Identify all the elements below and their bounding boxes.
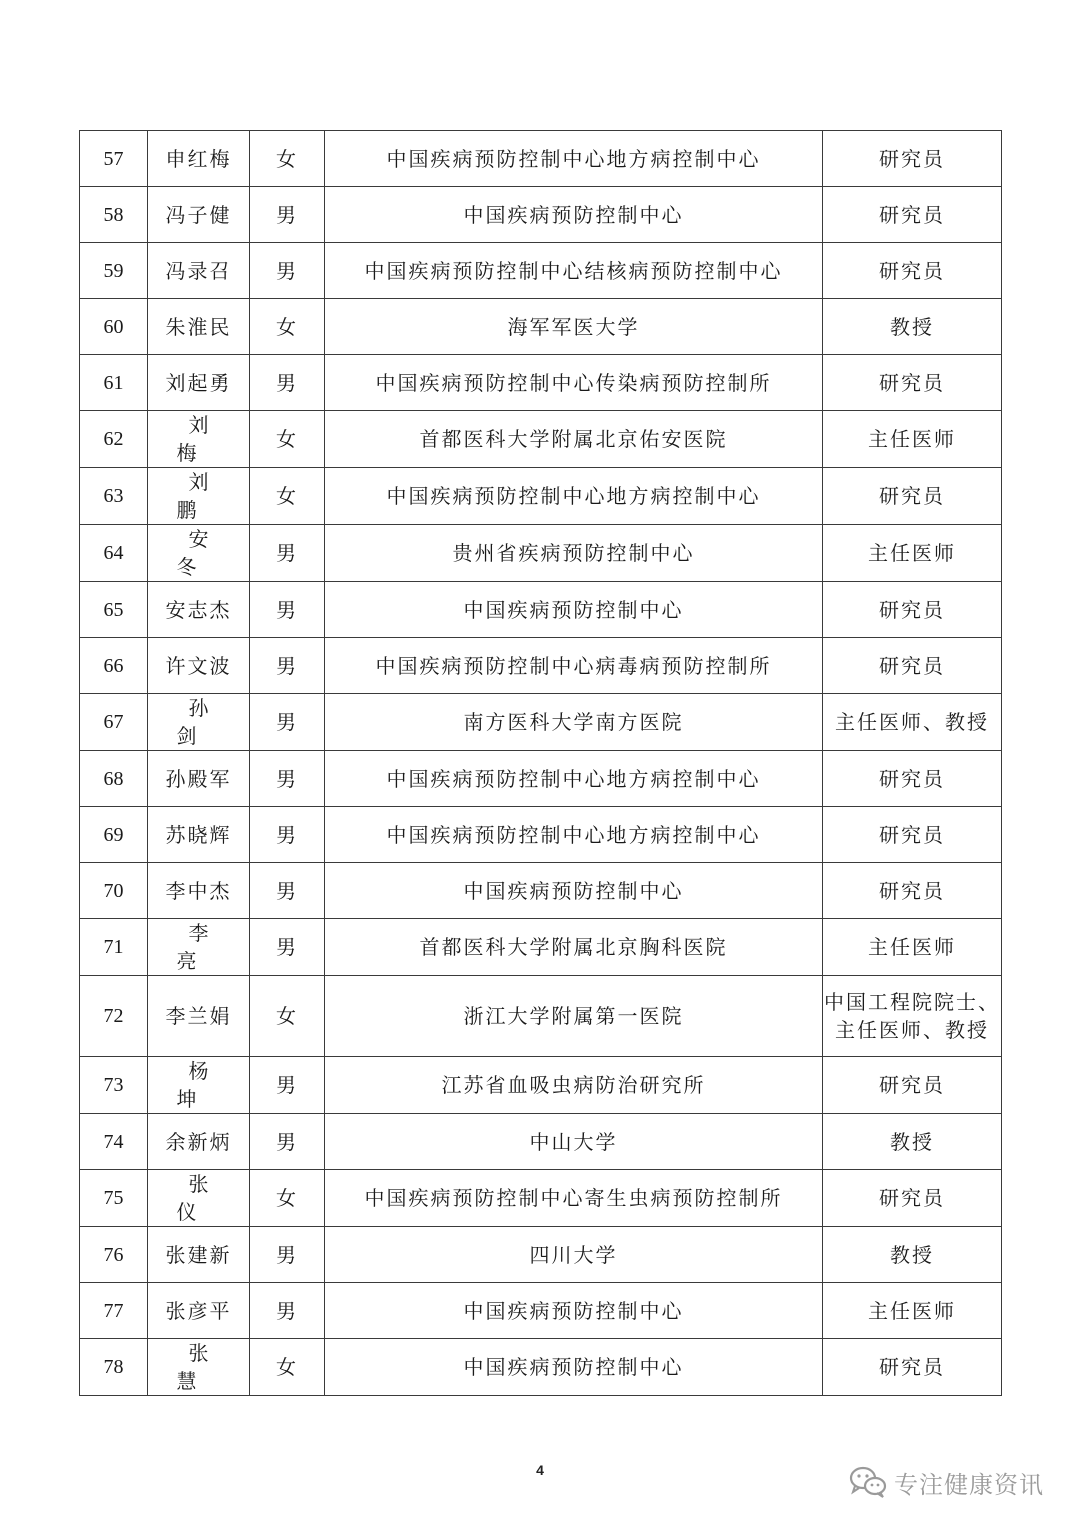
title-cell bbox=[823, 355, 1002, 411]
organization-cell bbox=[325, 355, 823, 411]
organization-cell bbox=[325, 1057, 823, 1114]
organization-cell bbox=[325, 468, 823, 525]
organization-cell bbox=[325, 694, 823, 751]
title-cell bbox=[823, 468, 1002, 525]
organization-cell bbox=[325, 1170, 823, 1227]
table-row bbox=[80, 243, 1002, 299]
title-text: 研究员 bbox=[879, 202, 945, 227]
row-number-cell bbox=[80, 1114, 148, 1170]
row-number-cell bbox=[80, 187, 148, 243]
row-number-text: 58 bbox=[103, 203, 124, 226]
title-cell bbox=[823, 976, 1002, 1057]
row-number-text: 65 bbox=[103, 598, 124, 621]
title-cell bbox=[823, 131, 1002, 187]
title-cell bbox=[823, 1114, 1002, 1170]
organization-cell bbox=[325, 582, 823, 638]
title-line: 中国工程院院士、 bbox=[824, 990, 1000, 1014]
gender-cell bbox=[250, 1057, 325, 1114]
title-text: 研究员 bbox=[879, 597, 945, 622]
row-number-cell bbox=[80, 243, 148, 299]
expert-roster-table bbox=[79, 130, 1002, 1396]
name-text: 杨坤 bbox=[176, 1059, 233, 1111]
name-cell bbox=[148, 299, 250, 355]
row-number-cell bbox=[80, 751, 148, 807]
table-row bbox=[80, 1114, 1002, 1170]
row-number-cell bbox=[80, 807, 148, 863]
title-text: 研究员 bbox=[879, 484, 945, 508]
row-number-cell bbox=[80, 863, 148, 919]
row-number-text: 72 bbox=[103, 1005, 124, 1027]
gender-cell bbox=[250, 187, 325, 243]
gender-text: 男 bbox=[276, 258, 298, 283]
table-row bbox=[80, 751, 1002, 807]
organization-text: 中国疾病预防控制中心结核病预防控制中心 bbox=[364, 258, 783, 283]
name-text: 余新炳 bbox=[165, 1129, 232, 1154]
row-number-text: 78 bbox=[103, 1356, 124, 1378]
row-number-text: 76 bbox=[103, 1243, 124, 1266]
gender-text: 女 bbox=[276, 146, 298, 171]
title-text: 主任医师、教授 bbox=[835, 710, 989, 734]
row-number-text: 57 bbox=[103, 147, 124, 170]
table-row bbox=[80, 863, 1002, 919]
gender-cell bbox=[250, 1283, 325, 1339]
gender-cell bbox=[250, 976, 325, 1057]
row-number-cell bbox=[80, 1170, 148, 1227]
name-text: 冯子健 bbox=[165, 202, 232, 227]
organization-cell bbox=[325, 131, 823, 187]
title-text: 研究员 bbox=[879, 258, 945, 283]
organization-text: 首都医科大学附属北京胸科医院 bbox=[419, 935, 728, 959]
gender-text: 男 bbox=[276, 653, 298, 678]
organization-cell bbox=[325, 187, 823, 243]
table-row bbox=[80, 1283, 1002, 1339]
gender-cell bbox=[250, 1170, 325, 1227]
gender-text: 男 bbox=[276, 1242, 298, 1267]
row-number-cell bbox=[80, 468, 148, 525]
title-text: 主任医师 bbox=[868, 935, 956, 959]
table-row bbox=[80, 582, 1002, 638]
name-text: 张建新 bbox=[165, 1242, 232, 1267]
organization-text: 中国疾病预防控制中心 bbox=[463, 597, 684, 622]
organization-text: 中国疾病预防控制中心病毒病预防控制所 bbox=[375, 653, 772, 678]
table-row bbox=[80, 525, 1002, 582]
organization-text: 中国疾病预防控制中心寄生虫病预防控制所 bbox=[364, 1186, 783, 1210]
gender-text: 男 bbox=[276, 202, 298, 227]
title-text: 研究员 bbox=[879, 1186, 945, 1210]
table-row bbox=[80, 299, 1002, 355]
gender-cell bbox=[250, 1227, 325, 1283]
table-row bbox=[80, 919, 1002, 976]
title-cell bbox=[823, 1170, 1002, 1227]
name-text: 许文波 bbox=[165, 653, 232, 678]
name-cell bbox=[148, 468, 250, 525]
organization-cell bbox=[325, 1227, 823, 1283]
gender-text: 男 bbox=[276, 935, 298, 959]
row-number-cell bbox=[80, 638, 148, 694]
title-cell bbox=[823, 1283, 1002, 1339]
gender-cell bbox=[250, 355, 325, 411]
title-cell bbox=[823, 299, 1002, 355]
name-cell bbox=[148, 751, 250, 807]
name-text: 李亮 bbox=[176, 921, 233, 973]
title-text: 教授 bbox=[890, 1129, 934, 1154]
row-number-text: 59 bbox=[103, 259, 124, 282]
row-number-cell bbox=[80, 1227, 148, 1283]
title-line: 主任医师、教授 bbox=[835, 1018, 989, 1042]
row-number-cell bbox=[80, 694, 148, 751]
organization-cell bbox=[325, 1283, 823, 1339]
row-number-cell bbox=[80, 299, 148, 355]
organization-cell bbox=[325, 525, 823, 582]
name-cell bbox=[148, 411, 250, 468]
name-cell bbox=[148, 1227, 250, 1283]
gender-text: 女 bbox=[276, 1004, 298, 1028]
organization-cell bbox=[325, 299, 823, 355]
gender-cell bbox=[250, 751, 325, 807]
gender-text: 男 bbox=[276, 710, 298, 734]
organization-cell bbox=[325, 751, 823, 807]
name-cell bbox=[148, 1057, 250, 1114]
organization-cell bbox=[325, 919, 823, 976]
name-cell bbox=[148, 1114, 250, 1170]
title-text: 主任医师 bbox=[868, 541, 956, 565]
table-row bbox=[80, 187, 1002, 243]
gender-cell bbox=[250, 638, 325, 694]
gender-cell bbox=[250, 582, 325, 638]
row-number-text: 66 bbox=[103, 654, 124, 677]
table-row bbox=[80, 807, 1002, 863]
table-row bbox=[80, 1057, 1002, 1114]
gender-text: 女 bbox=[276, 314, 298, 339]
table-row bbox=[80, 1170, 1002, 1227]
gender-cell bbox=[250, 525, 325, 582]
title-text: 研究员 bbox=[879, 146, 945, 171]
organization-cell bbox=[325, 1114, 823, 1170]
name-text: 孙殿军 bbox=[165, 766, 232, 791]
gender-text: 男 bbox=[276, 597, 298, 622]
row-number-text: 69 bbox=[103, 823, 124, 846]
gender-text: 男 bbox=[276, 1298, 298, 1323]
gender-cell bbox=[250, 299, 325, 355]
name-text: 冯录召 bbox=[165, 258, 232, 283]
table-row bbox=[80, 355, 1002, 411]
name-cell bbox=[148, 131, 250, 187]
gender-cell bbox=[250, 863, 325, 919]
row-number-text: 75 bbox=[103, 1187, 124, 1209]
organization-text: 中国疾病预防控制中心 bbox=[463, 878, 684, 903]
table-row bbox=[80, 411, 1002, 468]
organization-cell bbox=[325, 807, 823, 863]
row-number-text: 60 bbox=[103, 315, 124, 338]
watermark bbox=[848, 1462, 1044, 1502]
row-number-text: 61 bbox=[103, 371, 124, 394]
organization-cell bbox=[325, 976, 823, 1057]
name-cell bbox=[148, 976, 250, 1057]
name-text: 张仪 bbox=[176, 1172, 233, 1224]
title-text: 教授 bbox=[890, 314, 934, 339]
name-text: 刘鹏 bbox=[176, 470, 233, 522]
name-cell bbox=[148, 694, 250, 751]
row-number-cell bbox=[80, 1283, 148, 1339]
wechat-icon bbox=[848, 1465, 888, 1499]
organization-text: 中山大学 bbox=[529, 1129, 618, 1154]
organization-text: 首都医科大学附属北京佑安医院 bbox=[419, 427, 728, 451]
organization-text: 中国疾病预防控制中心 bbox=[463, 1355, 684, 1379]
organization-text: 贵州省疾病预防控制中心 bbox=[452, 541, 695, 565]
organization-text: 中国疾病预防控制中心地方病控制中心 bbox=[386, 146, 761, 171]
name-text: 安志杰 bbox=[165, 597, 232, 622]
organization-text: 中国疾病预防控制中心 bbox=[463, 1298, 684, 1323]
title-cell bbox=[823, 1339, 1002, 1396]
organization-text: 南方医科大学南方医院 bbox=[463, 710, 684, 734]
organization-text: 中国疾病预防控制中心 bbox=[463, 202, 684, 227]
gender-cell bbox=[250, 1114, 325, 1170]
title-cell bbox=[823, 694, 1002, 751]
name-text: 刘梅 bbox=[176, 413, 233, 465]
name-text: 申红梅 bbox=[165, 146, 232, 171]
row-number-cell bbox=[80, 1057, 148, 1114]
organization-text: 江苏省血吸虫病防治研究所 bbox=[441, 1073, 706, 1097]
title-text: 研究员 bbox=[879, 653, 945, 678]
name-text: 李中杰 bbox=[165, 878, 232, 903]
table-row bbox=[80, 468, 1002, 525]
name-text: 朱淮民 bbox=[165, 314, 232, 339]
name-cell bbox=[148, 807, 250, 863]
title-cell bbox=[823, 919, 1002, 976]
name-cell bbox=[148, 243, 250, 299]
title-text: 研究员 bbox=[879, 878, 945, 903]
gender-cell bbox=[250, 1339, 325, 1396]
name-cell bbox=[148, 863, 250, 919]
row-number-cell bbox=[80, 355, 148, 411]
title-text: 研究员 bbox=[879, 370, 945, 395]
row-number-text: 68 bbox=[103, 767, 124, 790]
watermark-text: 专注健康资讯 bbox=[894, 1470, 1044, 1499]
row-number-text: 64 bbox=[103, 542, 124, 564]
name-cell bbox=[148, 1283, 250, 1339]
title-cell bbox=[823, 638, 1002, 694]
title-cell bbox=[823, 751, 1002, 807]
gender-text: 男 bbox=[276, 1073, 298, 1097]
title-text: 研究员 bbox=[879, 1355, 945, 1379]
row-number-text: 73 bbox=[103, 1074, 124, 1096]
name-cell bbox=[148, 1170, 250, 1227]
gender-text: 女 bbox=[276, 427, 298, 451]
row-number-cell bbox=[80, 919, 148, 976]
name-text: 刘起勇 bbox=[165, 370, 232, 395]
row-number-cell bbox=[80, 411, 148, 468]
name-text: 孙剑 bbox=[176, 696, 233, 748]
gender-text: 男 bbox=[276, 766, 298, 791]
title-text: 研究员 bbox=[879, 766, 945, 791]
roster-body bbox=[80, 131, 1002, 1396]
title-cell bbox=[823, 187, 1002, 243]
name-text: 安冬 bbox=[176, 527, 233, 579]
organization-text: 海军军医大学 bbox=[507, 314, 640, 339]
title-text: 研究员 bbox=[879, 1073, 945, 1097]
name-text: 张慧 bbox=[176, 1341, 233, 1393]
row-number-text: 63 bbox=[103, 485, 124, 507]
organization-cell bbox=[325, 638, 823, 694]
title-text: 研究员 bbox=[879, 822, 945, 847]
name-cell bbox=[148, 638, 250, 694]
organization-text: 浙江大学附属第一医院 bbox=[463, 1004, 684, 1028]
table-row bbox=[80, 694, 1002, 751]
organization-cell bbox=[325, 1339, 823, 1396]
row-number-text: 74 bbox=[103, 1130, 124, 1153]
gender-cell bbox=[250, 919, 325, 976]
row-number-cell bbox=[80, 525, 148, 582]
gender-text: 女 bbox=[276, 1186, 298, 1210]
page-number: 4 bbox=[536, 1462, 544, 1478]
title-cell bbox=[823, 1227, 1002, 1283]
gender-cell bbox=[250, 243, 325, 299]
row-number-cell bbox=[80, 582, 148, 638]
gender-text: 男 bbox=[276, 370, 298, 395]
gender-text: 男 bbox=[276, 822, 298, 847]
name-text: 张彦平 bbox=[165, 1298, 232, 1323]
organization-text: 中国疾病预防控制中心传染病预防控制所 bbox=[375, 370, 772, 395]
row-number-text: 77 bbox=[103, 1299, 124, 1322]
title-cell bbox=[823, 525, 1002, 582]
gender-cell bbox=[250, 468, 325, 525]
organization-cell bbox=[325, 863, 823, 919]
gender-text: 女 bbox=[276, 1355, 298, 1379]
table-row bbox=[80, 131, 1002, 187]
organization-text: 中国疾病预防控制中心地方病控制中心 bbox=[386, 766, 761, 791]
table-row bbox=[80, 638, 1002, 694]
title-cell bbox=[823, 1057, 1002, 1114]
organization-text: 中国疾病预防控制中心地方病控制中心 bbox=[386, 822, 761, 847]
name-cell bbox=[148, 187, 250, 243]
row-number-cell bbox=[80, 1339, 148, 1396]
name-cell bbox=[148, 582, 250, 638]
title-text: 教授 bbox=[890, 1242, 934, 1267]
row-number-cell bbox=[80, 976, 148, 1057]
row-number-text: 67 bbox=[103, 711, 124, 733]
row-number-text: 71 bbox=[103, 936, 124, 958]
organization-text: 中国疾病预防控制中心地方病控制中心 bbox=[386, 484, 761, 508]
title-cell bbox=[823, 243, 1002, 299]
organization-text: 四川大学 bbox=[529, 1242, 618, 1267]
gender-cell bbox=[250, 694, 325, 751]
row-number-text: 62 bbox=[103, 428, 124, 450]
name-cell bbox=[148, 355, 250, 411]
name-cell bbox=[148, 525, 250, 582]
gender-text: 男 bbox=[276, 1129, 298, 1154]
gender-cell bbox=[250, 411, 325, 468]
title-cell bbox=[823, 582, 1002, 638]
title-cell bbox=[823, 411, 1002, 468]
row-number-text: 70 bbox=[103, 879, 124, 902]
gender-text: 男 bbox=[276, 878, 298, 903]
organization-cell bbox=[325, 243, 823, 299]
gender-text: 男 bbox=[276, 541, 298, 565]
organization-cell bbox=[325, 411, 823, 468]
table-row bbox=[80, 1339, 1002, 1396]
name-cell bbox=[148, 919, 250, 976]
table-row bbox=[80, 976, 1002, 1057]
title-cell bbox=[823, 863, 1002, 919]
gender-cell bbox=[250, 807, 325, 863]
name-cell bbox=[148, 1339, 250, 1396]
gender-cell bbox=[250, 131, 325, 187]
title-text: 主任医师 bbox=[868, 427, 956, 451]
gender-text: 女 bbox=[276, 484, 298, 508]
row-number-cell bbox=[80, 131, 148, 187]
title-cell bbox=[823, 807, 1002, 863]
name-text: 苏晓辉 bbox=[165, 822, 232, 847]
title-text: 主任医师 bbox=[868, 1298, 956, 1323]
table-row bbox=[80, 1227, 1002, 1283]
name-text: 李兰娟 bbox=[165, 1004, 232, 1028]
